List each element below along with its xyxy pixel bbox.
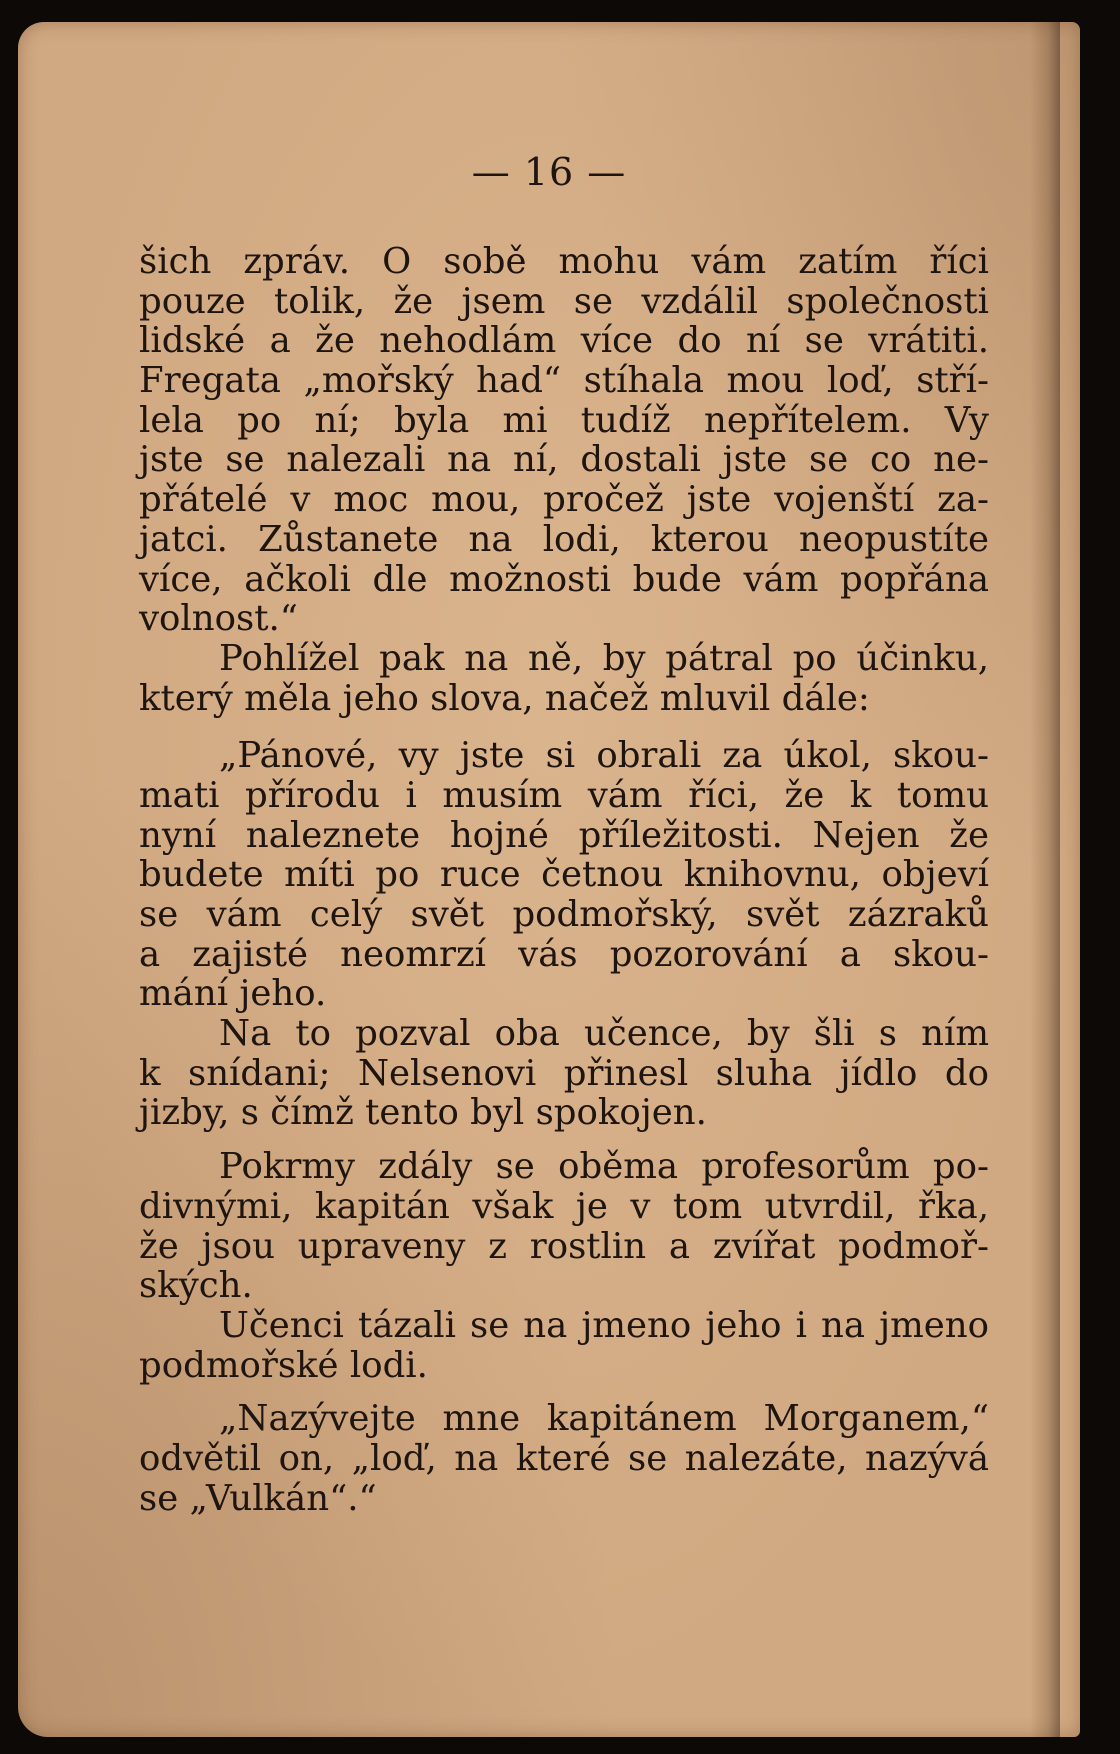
text-line: Pokrmy zdály se oběma profesorům po- [219,1146,989,1188]
text-line: jizby, s čímž tento byl spokojen. [139,1092,707,1134]
book-page [18,22,1080,1737]
text-line: „Nazývejte mne kapitánem Morganem,“ [219,1398,989,1440]
text-line: „Pánové, vy jste si obrali za úkol, skou- [219,735,989,777]
text-line: a zajisté neomrzí vás pozorování a skou- [139,933,989,975]
text-line: jste se nalezali na ní, dostali jste se co ne- [139,439,989,481]
text-line: lidské a že nehodlám více do ní se vrátiti. [139,320,989,362]
text-line: Učenci tázali se na jmeno jeho i na jmeno [219,1304,989,1346]
page-spine-shadow [1030,22,1060,1737]
text-line: že jsou upraveny z rostlin a zvířat podmoř- [139,1225,989,1267]
paragraph-3 [139,736,989,1014]
text-line: divnými, kapitán však je v tom utvrdil, řka, [139,1185,989,1227]
text-line: který měla jeho slova, načež mluvil dále: [139,677,870,719]
text-line: šich zpráv. O sobě mohu vám zatím říci [139,241,989,282]
text-line: se „Vulkán“.“ [139,1477,377,1519]
text-line: jatci. Zůstanete na lodi, kterou neopustíte [139,518,989,560]
text-line: se vám celý svět podmořský, svět zázraků [139,894,989,935]
text-line: přátelé v moc mou, pročež jste vojenští za- [139,479,989,521]
paragraph-7 [139,1399,989,1518]
text-line: budete míti po ruce četnou knihovnu, objeví [139,854,989,896]
text-line: pouze tolik, že jsem se vzdálil společnosti [139,280,989,322]
text-line: Fregata „mořský had“ stíhala mou loď, stří- [139,360,989,402]
text-line: odvětil on, „loď, na které se nalezáte, nazývá [139,1437,989,1479]
text-line: podmořské lodi. [139,1344,428,1386]
paragraph-1 [139,242,989,639]
paragraph-6 [139,1306,989,1385]
paragraph-2 [139,639,989,718]
page-number: — 16 — [471,150,627,194]
text-line: ských. [139,1265,253,1307]
text-line: nyní naleznete hojné příležitosti. Nejen že [139,814,989,856]
text-line: Pohlížel pak na ně, by pátral po účinku, [219,637,989,679]
paragraph-5 [139,1147,989,1306]
text-line: mání jeho. [139,973,327,1015]
text-line: Na to pozval oba učence, by šli s ním [219,1013,989,1055]
text-line: mati přírodu i musím vám říci, že k tomu [139,774,989,816]
text-line: lela po ní; byla mi tudíž nepřítelem. Vy [139,399,989,441]
page-body-text [139,242,989,1518]
paragraph-4 [139,1014,989,1133]
text-line: více, ačkoli dle možnosti bude vám popřána [139,558,989,600]
text-line: k snídani; Nelsenovi přinesl sluha jídlo do [139,1052,989,1094]
text-line: volnost.“ [139,598,298,640]
